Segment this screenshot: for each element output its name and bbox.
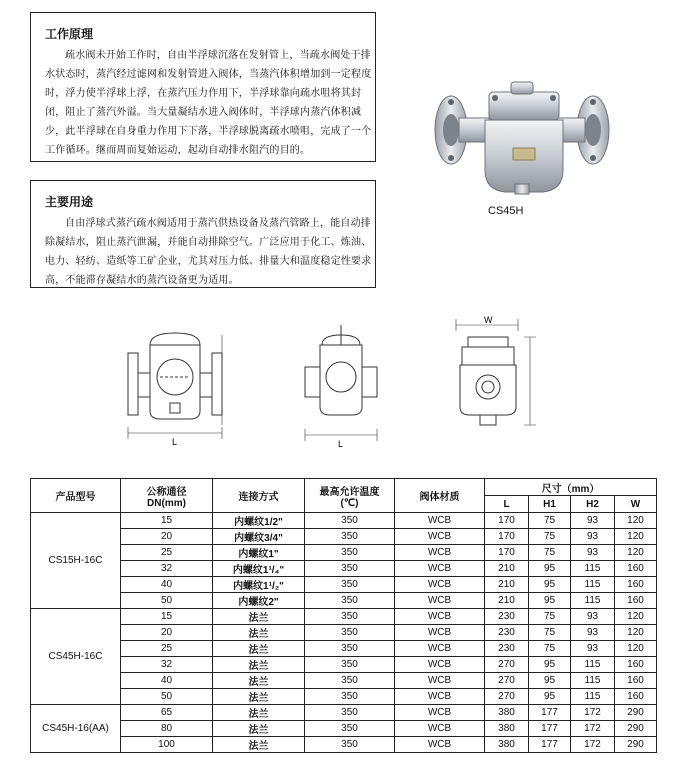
cell-h2: 115 [571,561,615,577]
cell-mat: WCB [395,641,485,657]
table-row [31,513,657,529]
cell-h1: 75 [529,641,571,657]
cell-h2: 93 [571,641,615,657]
header-max-temp-label: 最高允许温度 [319,486,380,498]
cell-l: 170 [485,545,529,561]
header-w: W [615,496,657,513]
cell-h2: 93 [571,513,615,529]
cell-h2: 115 [571,593,615,609]
cell-h1: 95 [529,577,571,593]
cell-conn: 法兰 [213,705,305,721]
header-l: L [485,496,529,513]
table-row [31,545,657,561]
cell-h2: 172 [571,721,615,737]
cell-temp: 350 [305,673,395,689]
table-row [31,609,657,625]
usage-title: 主要用途 [45,195,94,209]
cell-h1: 75 [529,609,571,625]
cell-w: 120 [615,641,657,657]
cell-conn: 内螺纹1/2" [213,513,305,529]
cell-l: 380 [485,737,529,753]
cell-temp: 350 [305,609,395,625]
cell-w: 160 [615,561,657,577]
table-row [31,593,657,609]
cell-conn: 法兰 [213,737,305,753]
cell-temp: 350 [305,577,395,593]
cell-h2: 115 [571,689,615,705]
cell-l: 210 [485,593,529,609]
cell-w: 160 [615,689,657,705]
drawing-dim-w: W [484,315,493,325]
table-row [31,561,657,577]
cell-conn: 内螺纹1¹/₂" [213,577,305,593]
cell-dn: 80 [121,721,213,737]
cell-h2: 172 [571,705,615,721]
cell-dn: 25 [121,641,213,657]
cell-mat: WCB [395,545,485,561]
cell-w: 290 [615,737,657,753]
cell-conn: 法兰 [213,721,305,737]
table-row [31,689,657,705]
cell-h1: 75 [529,529,571,545]
cell-temp: 350 [305,625,395,641]
cell-l: 230 [485,641,529,657]
cell-h2: 93 [571,545,615,561]
cell-w: 160 [615,593,657,609]
cell-h1: 177 [529,705,571,721]
cell-mat: WCB [395,673,485,689]
principle-section [30,12,376,162]
cell-h1: 95 [529,593,571,609]
cell-temp: 350 [305,705,395,721]
header-dimensions: 尺寸（mm） [485,479,657,496]
cell-dn: 15 [121,513,213,529]
cell-dn: 40 [121,577,213,593]
cell-h2: 93 [571,625,615,641]
header-dn-label: 公称通径 [146,486,187,498]
cell-h2: 93 [571,529,615,545]
header-model: 产品型号 [31,479,121,513]
cell-h2: 172 [571,737,615,753]
cell-l: 270 [485,657,529,673]
header-material: 阀体材质 [395,479,485,513]
table-row [31,673,657,689]
cell-mat: WCB [395,577,485,593]
table-row [31,657,657,673]
cell-temp: 350 [305,721,395,737]
cell-dn: 40 [121,673,213,689]
cell-temp: 350 [305,737,395,753]
cell-l: 210 [485,561,529,577]
cell-dn: 25 [121,545,213,561]
product-photo-caption: CS45H [488,205,524,217]
cell-l: 230 [485,609,529,625]
cell-h1: 75 [529,513,571,529]
cell-l: 380 [485,705,529,721]
cell-temp: 350 [305,529,395,545]
cell-conn: 法兰 [213,657,305,673]
cell-dn: 32 [121,657,213,673]
header-connection: 连接方式 [213,479,305,513]
cell-conn: 内螺纹1¹/₄" [213,561,305,577]
cell-mat: WCB [395,689,485,705]
table-row [31,705,657,721]
cell-h1: 95 [529,561,571,577]
cell-dn: 65 [121,705,213,721]
cell-mat: WCB [395,513,485,529]
cell-h2: 115 [571,657,615,673]
cell-mat: WCB [395,737,485,753]
cell-h1: 95 [529,673,571,689]
spec-table [30,478,657,753]
cell-h1: 95 [529,657,571,673]
drawing-dim-l-1: L [172,437,178,447]
cell-w: 120 [615,545,657,561]
cell-h1: 177 [529,737,571,753]
cell-temp: 350 [305,561,395,577]
cell-w: 120 [615,609,657,625]
cell-l: 230 [485,625,529,641]
principle-text: 疏水阀未开始工作时，自由半浮球沉落在发射管上，当疏水阀处于排水状态时，蒸汽经过滤网和发射管进入阀体，当蒸汽体积增加到一定程度时，浮力使半浮球上浮，在蒸汽压力作用下，半浮球靠向疏水咀将其封闭，阻止了蒸汽外溢。当大量凝结水进入阀体时，半浮球内蒸汽体积减少，此半浮球在自身重力作用下下落，半浮球脱离疏水喷咀，完成了一个工作循环。继而周而复始运动，起动自动排水阻汽的目的。 [45,50,372,156]
principle-title: 工作原理 [45,27,94,41]
cell-temp: 350 [305,641,395,657]
cell-l: 270 [485,689,529,705]
table-row [31,737,657,753]
cell-mat: WCB [395,609,485,625]
cell-mat: WCB [395,657,485,673]
model-cell: CS15H-16C [31,513,121,609]
table-row [31,641,657,657]
drawing-flanged-section [128,333,222,439]
model-cell: CS45H-16(AA) [31,705,121,753]
cell-w: 120 [615,625,657,641]
cell-dn: 100 [121,737,213,753]
table-row [31,721,657,737]
cell-conn: 内螺纹3/4" [213,529,305,545]
cell-temp: 350 [305,657,395,673]
cell-h2: 115 [571,577,615,593]
cell-l: 170 [485,513,529,529]
drawing-dim-l-2: L [338,439,344,449]
table-row [31,529,657,545]
model-cell: CS45H-16C [31,609,121,705]
cell-conn: 内螺纹1" [213,545,305,561]
cell-w: 160 [615,657,657,673]
cell-w: 290 [615,721,657,737]
cell-conn: 法兰 [213,641,305,657]
header-h1: H1 [529,496,571,513]
cell-mat: WCB [395,593,485,609]
spec-table-body [31,513,657,753]
cell-mat: WCB [395,561,485,577]
cell-dn: 20 [121,625,213,641]
cell-w: 160 [615,673,657,689]
cell-w: 120 [615,513,657,529]
usage-text: 自由浮球式蒸汽疏水阀适用于蒸汽供热设备及蒸汽管路上，能自动排除凝结水，阻止蒸汽泄漏，并能自动排除空气。广泛应用于化工、炼油、电力、轻纺、造纸等工矿企业，尤其对压力低、排量大和温度稳定性要求高，不能滞存凝结水的蒸汽设备更为适用。 [45,218,372,286]
usage-section [30,180,376,288]
header-temp-unit: (℃) [340,497,359,509]
cell-mat: WCB [395,721,485,737]
cell-h2: 115 [571,673,615,689]
cell-dn: 20 [121,529,213,545]
cell-w: 160 [615,577,657,593]
cell-temp: 350 [305,593,395,609]
cell-l: 270 [485,673,529,689]
drawing-threaded-section [305,325,377,441]
cell-dn: 50 [121,689,213,705]
table-row [31,577,657,593]
cell-l: 170 [485,529,529,545]
cell-h1: 177 [529,721,571,737]
cell-temp: 350 [305,545,395,561]
cell-l: 210 [485,577,529,593]
cell-conn: 法兰 [213,625,305,641]
cell-mat: WCB [395,529,485,545]
product-photo [425,78,625,203]
cell-mat: WCB [395,625,485,641]
cell-h1: 75 [529,625,571,641]
cell-h1: 75 [529,545,571,561]
cell-temp: 350 [305,513,395,529]
cell-conn: 法兰 [213,689,305,705]
header-dn-unit: DN(mm) [147,497,186,509]
header-max-temp [305,479,395,513]
cell-conn: 法兰 [213,673,305,689]
cell-conn: 内螺纹2" [213,593,305,609]
header-dn [121,479,213,513]
cell-h1: 95 [529,689,571,705]
technical-drawings [0,315,700,455]
drawing-side-view [456,319,536,425]
cell-mat: WCB [395,705,485,721]
cell-temp: 350 [305,689,395,705]
cell-dn: 50 [121,593,213,609]
cell-dn: 15 [121,609,213,625]
cell-h2: 93 [571,609,615,625]
cell-conn: 法兰 [213,609,305,625]
cell-w: 120 [615,529,657,545]
cell-dn: 32 [121,561,213,577]
cell-l: 380 [485,721,529,737]
table-row [31,625,657,641]
cell-w: 290 [615,705,657,721]
header-h2: H2 [571,496,615,513]
